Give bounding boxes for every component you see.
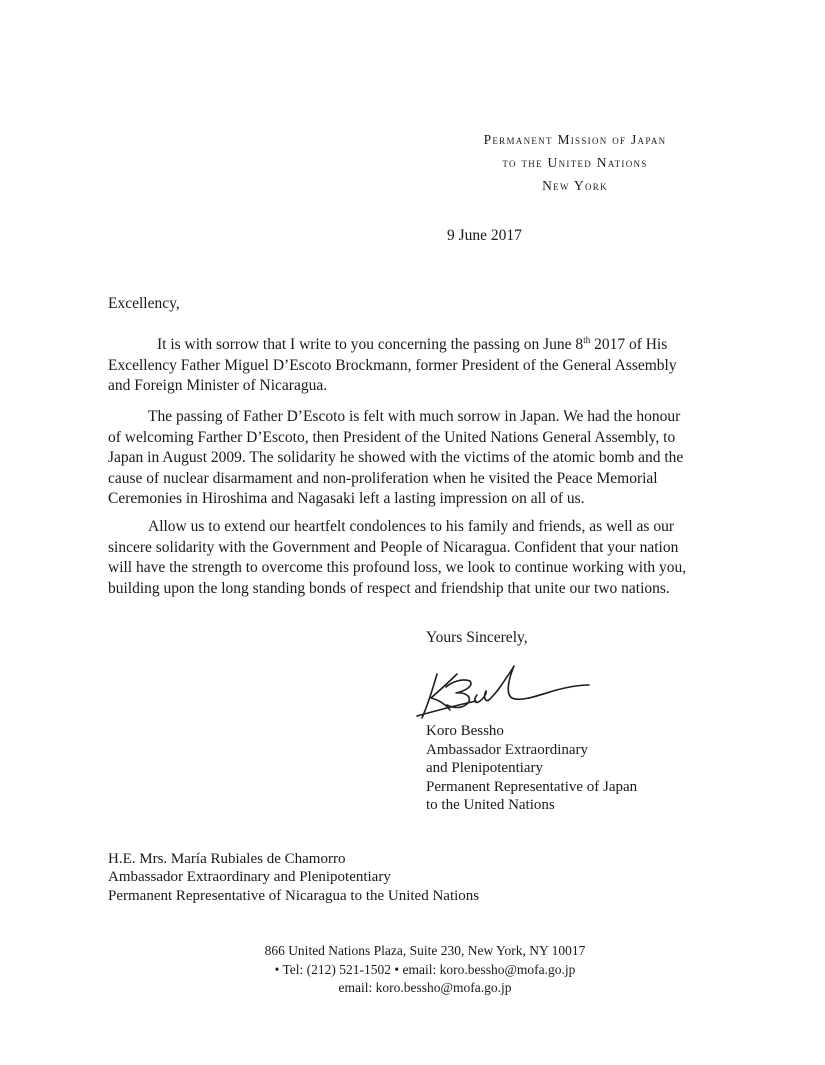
paragraph-3-line-4: building upon the long standing bonds of respect and friendship that unite our two nations. — [108, 579, 670, 597]
paragraph-2-line-1: The passing of Father D’Escoto is felt with much sorrow in Japan. We had the honour — [148, 408, 681, 425]
paragraph-1-line-2: Excellency Father Miguel D’Escoto Brockmann, former President of the General Assembly — [108, 356, 677, 374]
letterhead — [440, 128, 710, 197]
paragraph-3-line-2: sincere solidarity with the Government and People of Nicaragua. Confident that your nation — [108, 538, 679, 556]
paragraph-2-line-3: Japan in August 2009. The solidarity he showed with the victims of the atomic bomb and the — [108, 449, 684, 467]
paragraph-2-line-2: of welcoming Farther D’Escoto, then President of the United Nations General Assembly, to — [108, 428, 676, 446]
footer-phone-email: • Tel: (212) 521-1502 • email: koro.bessho@mofa.go.jp — [274, 961, 576, 977]
recipient-block — [108, 850, 479, 905]
footer-email: email: koro.bessho@mofa.go.jp — [338, 980, 512, 995]
letterhead-line-2: to the United Nations — [502, 155, 648, 170]
recipient-name: H.E. Mrs. María Rubiales de Chamorro — [108, 851, 346, 867]
ordinal-suffix: th — [583, 334, 591, 345]
handwritten-signature — [413, 660, 591, 720]
signer-title-3: Permanent Representative of Japan — [426, 778, 638, 795]
paragraph-2-line-4: cause of nuclear disarmament and non-proliferation when he visited the Peace Memorial — [108, 469, 658, 487]
recipient-title-2: Permanent Representative of Nicaragua to the United Nations — [108, 887, 480, 904]
footer-address: 866 United Nations Plaza, Suite 230, New York, NY 10017 — [264, 943, 586, 958]
paragraph-2-line-5: Ceremonies in Hiroshima and Nagasaki left a lasting impression on all of us. — [108, 490, 585, 508]
letter-date: 9 June 2017 — [447, 227, 522, 244]
closing: Yours Sincerely, — [426, 629, 528, 646]
paragraph-3 — [108, 517, 718, 599]
salutation: Excellency, — [108, 295, 180, 312]
paragraph-3-line-3: will have the strength to overcome this profound loss, we look to continue working with you, — [108, 559, 687, 577]
signer-block — [426, 722, 637, 815]
signer-title-1: Ambassador Extraordinary — [426, 741, 589, 758]
paragraph-1-line-1: It is with sorrow that I write to you concerning the passing on June 8th 2017 of His — [157, 334, 668, 353]
footer-contact — [190, 942, 660, 998]
paragraph-2 — [108, 407, 718, 510]
letterhead-line-1: Permanent Mission of Japan — [483, 132, 667, 147]
letterhead-line-3: New York — [542, 178, 608, 193]
signer-name: Koro Bessho — [426, 723, 504, 739]
paragraph-1-line-3: and Foreign Minister of Nicaragua. — [108, 377, 328, 395]
recipient-title-1: Ambassador Extraordinary and Plenipotentiary — [108, 869, 391, 886]
signer-title-2: and Plenipotentiary — [426, 760, 544, 777]
signer-title-4: to the United Nations — [426, 797, 555, 814]
paragraph-3-line-1: Allow us to extend our heartfelt condolences to his family and friends, as well as our — [148, 518, 675, 535]
paragraph-1 — [108, 335, 718, 397]
